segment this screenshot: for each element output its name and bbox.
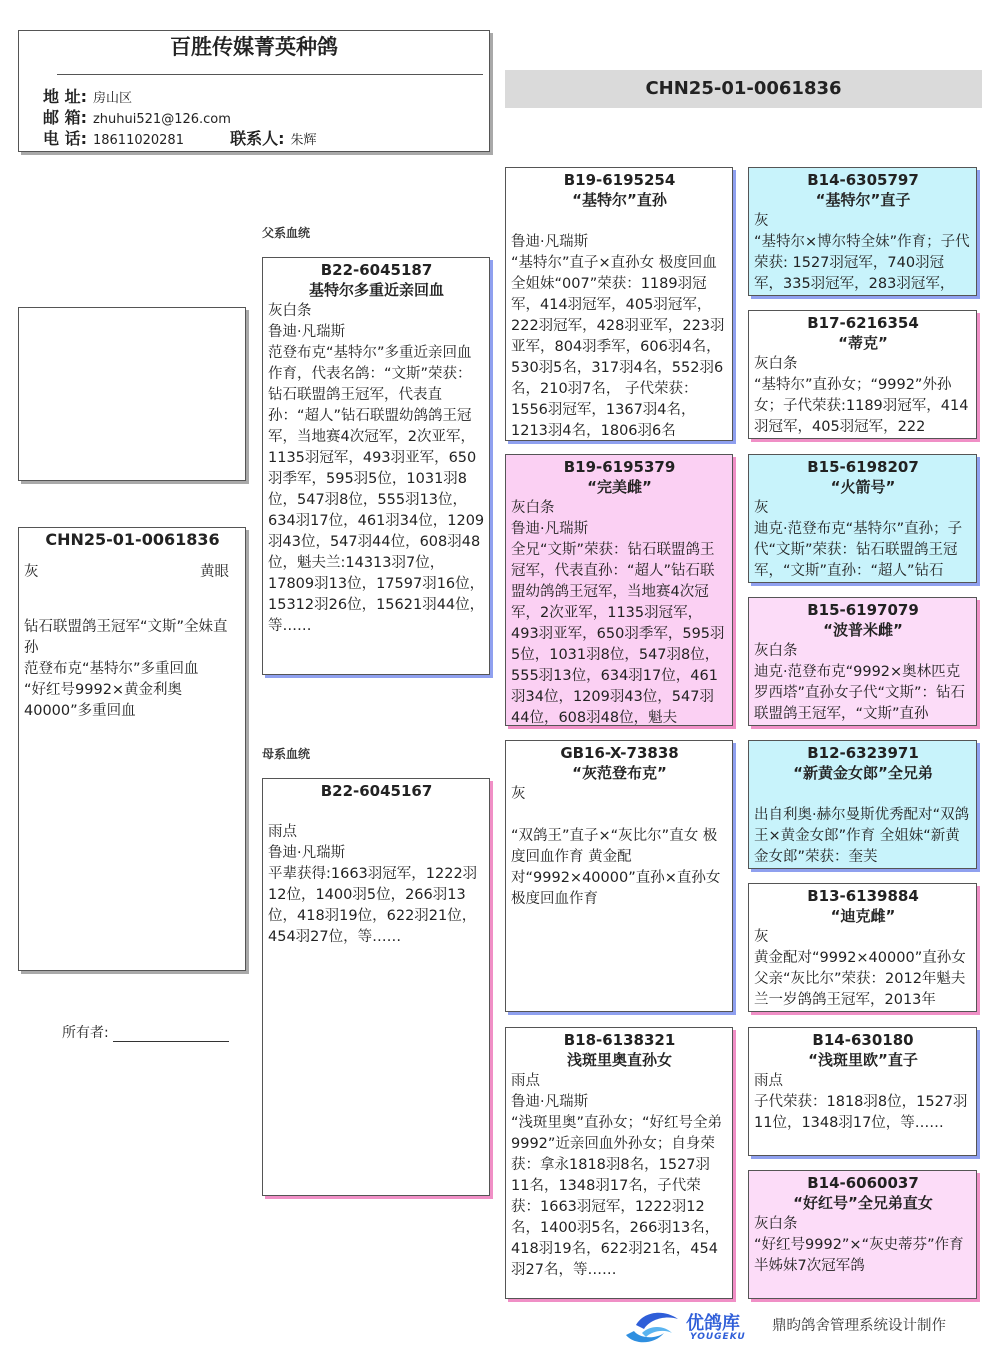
subject-traits — [24, 562, 241, 583]
gp-dd-notes: “浅斑里奥”直孙女；“好红号全弟9992”近亲回血外孙女；自身荣获：拿永1818羽8名，1527羽11名，1348羽17名，子代荣获：1663羽冠军，1222羽12名，1400羽5名，266羽13名，418羽19名，622羽21名，454羽27名，等…… — [511, 1115, 723, 1278]
sire-card — [262, 257, 490, 675]
ggp-card-3 — [748, 454, 977, 583]
gp-dd-name: 浅斑里奥直孙女 — [566, 1051, 672, 1069]
ggp-card-5 — [748, 740, 977, 869]
ggp-1-notes: “基特尔×博尔特全妹”作育；子代荣获: 1527羽冠军，740羽冠军，335羽冠军，283羽冠军， — [754, 234, 970, 292]
footer-credit: 鼎昀鸽舍管理系统设计制作 — [772, 1318, 946, 1334]
granddam-maternal-card — [505, 1027, 733, 1299]
ggp-4-ring: B15-6197079 — [807, 601, 919, 619]
sire-breeder: 鲁迪·凡瑞斯 — [268, 324, 346, 340]
ggp-7-ring: B14-630180 — [812, 1031, 914, 1049]
gp-ds-ring: GB16-X-73838 — [560, 744, 679, 762]
logo-english-text: YOUGEKU — [690, 1332, 746, 1342]
gp-ds-breeder — [511, 805, 728, 826]
ggp-7-color: 雨点 — [754, 1073, 783, 1089]
grandsire-maternal-card — [505, 740, 733, 1012]
subject-eye: 黄眼 — [200, 564, 229, 580]
ggp-1-ring: B14-6305797 — [807, 171, 919, 189]
address-value: 房山区 — [92, 91, 132, 106]
phone-label: 电 话: — [43, 129, 87, 148]
ggp-2-ring: B17-6216354 — [807, 314, 919, 332]
gp-ds-color: 灰 — [511, 786, 526, 802]
ggp-card-7 — [748, 1027, 977, 1156]
gp-dd-color: 雨点 — [511, 1073, 540, 1089]
header-divider — [57, 74, 483, 75]
phone-value: 18611020281 — [92, 133, 184, 148]
sire-color: 灰白条 — [268, 303, 312, 319]
photo-frame — [18, 307, 246, 481]
gp-sd-color: 灰白条 — [511, 500, 555, 516]
ggp-3-color: 灰 — [754, 500, 769, 516]
gp-sd-name: “完美雌” — [587, 478, 652, 496]
contact-value: 朱辉 — [290, 133, 317, 148]
email-row — [43, 107, 231, 130]
subject-card — [18, 527, 246, 971]
logo-chinese-text: 优鸽库 — [686, 1313, 740, 1334]
ggp-6-ring: B13-6139884 — [807, 887, 919, 905]
dam-line-label: 母系血统 — [262, 747, 311, 761]
gp-sd-breeder: 鲁迪·凡瑞斯 — [511, 521, 589, 537]
ggp-8-name: “好红号”全兄弟直女 — [793, 1194, 933, 1212]
ggp-6-notes: 黄金配对“9992×40000”直孙女 父亲“灰比尔”荣获：2012年魁夫兰一岁鸽鸽王冠军，2013年 — [754, 950, 966, 1008]
ggp-1-name: “基特尔”直子 — [815, 191, 911, 209]
gp-ds-name: “灰范登布克” — [572, 764, 667, 782]
subject-line-1: 钻石联盟鸽王冠军“文斯”全妹直孙 — [24, 619, 228, 656]
dam-card — [262, 778, 490, 1196]
gp-sd-ring: B19-6195379 — [563, 458, 676, 476]
gp-ss-breeder: 鲁迪·凡瑞斯 — [511, 234, 589, 250]
dam-breeder: 鲁迪·凡瑞斯 — [268, 845, 346, 861]
phone-row — [43, 128, 317, 151]
ggp-5-notes: 出自利奥·赫尔曼斯优秀配对“双鸽王×黄金女郎”作育 全姐妹“新黄金女郎”荣获：奎芙 — [754, 807, 970, 865]
sire-name: 基特尔多重近亲回血 — [308, 281, 444, 299]
owner-info-card — [18, 30, 490, 152]
ggp-8-notes: “好红号9992”×“灰史蒂芬”作育 半姊妹7次冠军鸽 — [754, 1237, 964, 1274]
gp-dd-ring: B18-6138321 — [563, 1031, 676, 1049]
ggp-4-color: 灰白条 — [754, 643, 798, 659]
subject-line-3: “好红号9992×黄金利奥40000”多重回血 — [24, 682, 183, 719]
granddam-paternal-card — [505, 454, 733, 726]
ggp-3-name: “火箭号” — [830, 478, 896, 496]
ggp-3-notes: 迪克·范登布克“基特尔”直孙；子代“文斯”荣获：钻石联盟鸽王冠军，“文斯”直孙：“超人”钻石 — [754, 521, 963, 579]
ggp-5-name: “新黄金女郎”全兄弟 — [793, 764, 933, 782]
ggp-5-ring: B12-6323971 — [807, 744, 919, 762]
dam-name — [268, 801, 485, 822]
subject-ring: CHN25-01-0061836 — [45, 530, 220, 549]
ggp-1-color: 灰 — [754, 213, 769, 229]
ggp-8-color: 灰白条 — [754, 1216, 798, 1232]
address-row — [43, 86, 132, 109]
sire-line-label: 父系血统 — [262, 226, 311, 240]
gp-ds-notes: “双鸽王”直子×“灰比尔”直女 极度回血作育 黄金配对“9992×40000”直孙×直孙女 极度回血作育 — [511, 828, 721, 907]
ggp-card-1 — [748, 167, 977, 296]
dam-notes: 平辈获得:1663羽冠军，1222羽12位，1400羽5位，266羽13位，418羽19位，622羽21位，454羽27位，等…… — [268, 866, 478, 945]
owner-blank-line — [113, 1027, 229, 1042]
ggp-card-6 — [748, 883, 977, 1012]
contact-label: 联系人: — [230, 129, 285, 148]
ggp-6-name: “迪克雌” — [830, 907, 896, 925]
gp-sd-notes: 全兄“文斯”荣获：钻石联盟鸽王冠军，代表直孙：“超人”钻石联盟幼鸽鸽王冠军，当地赛4次冠军，2次亚军，1135羽冠军，493羽亚军，650羽季军，595羽5位，1031羽8位，547羽8位，555羽13位，634羽17位，461羽34位，1209羽43位，547羽44位，608羽48位，魁夫 — [511, 542, 725, 726]
email-value: zhuhui521@126.com — [92, 112, 231, 127]
pigeon-ring-banner: CHN25-01-0061836 — [505, 70, 982, 108]
sire-ring: B22-6045187 — [320, 261, 433, 279]
ggp-7-notes: 子代荣获：1818羽8位，1527羽11位，1348羽17位，等…… — [754, 1094, 968, 1131]
dam-color: 雨点 — [268, 824, 297, 840]
owner-signature — [62, 1022, 229, 1042]
ggp-card-2 — [748, 310, 977, 439]
sire-notes: 范登布克“基特尔”多重近亲回血作育，代表名鸽：“文斯”荣获：钻石联盟鸽王冠军，代表直孙：“超人”钻石联盟幼鸽鸽王冠军，当地赛4次冠军，2次亚军，1135羽冠军，493羽亚军，650羽季军，595羽5位，1031羽8位，547羽8位，555羽13位，634羽17位，461羽34位，1209羽43位，547羽44位，608羽48位，魁夫兰:14313羽7位，17809羽13位，17597羽16位，15312羽26位，15621羽44位，等…… — [268, 345, 485, 634]
gp-ss-ring: B19-6195254 — [563, 171, 676, 189]
address-label: 地 址: — [43, 87, 87, 106]
dam-ring: B22-6045167 — [320, 782, 433, 800]
gp-dd-breeder: 鲁迪·凡瑞斯 — [511, 1094, 589, 1110]
subject-color: 灰 — [24, 564, 39, 580]
ggp-3-ring: B15-6198207 — [807, 458, 919, 476]
gp-ss-color — [511, 211, 728, 232]
ggp-6-color: 灰 — [754, 929, 769, 945]
gp-ss-name: “基特尔”直孙 — [572, 191, 667, 209]
ggp-5-color — [754, 784, 972, 805]
ggp-8-ring: B14-6060037 — [807, 1174, 919, 1192]
owner-label: 所有者: — [62, 1025, 109, 1041]
ggp-2-name: “蒂克” — [838, 334, 888, 352]
ggp-card-4 — [748, 597, 977, 726]
ggp-4-name: “波普米雌” — [823, 621, 903, 639]
ggp-7-name: “浅斑里欧”直子 — [808, 1051, 918, 1069]
ggp-2-color: 灰白条 — [754, 356, 798, 372]
email-label: 邮 箱: — [43, 108, 87, 127]
gp-ss-notes: “基特尔”直子×直孙女 极度回血全姐妹“007”荣获：1189羽冠军，414羽冠军，405羽冠军，222羽冠军，428羽亚军，223羽亚军，804羽季军，606羽4名，530羽5名，317羽4名，552羽6名，210羽7名， 子代荣获：1556羽冠军，1367羽4名，1213羽4名，1806羽6名 — [511, 255, 725, 439]
ggp-4-notes: 迪克·范登布克“9992×奥林匹克罗西塔”直孙女子代“文斯”：钻石联盟鸽王冠军，“文斯”直孙 — [754, 664, 966, 722]
ggp-2-notes: “基特尔”直孙女；“9992”外孙女；子代荣获:1189羽冠军，414羽冠军，405羽冠军，222 — [754, 377, 969, 435]
ggp-card-8 — [748, 1170, 977, 1299]
farm-name: 百胜传媒菁英种鸽 — [170, 35, 338, 59]
subject-line-2: 范登布克“基特尔”多重回血 — [24, 661, 199, 677]
grandsire-paternal-card — [505, 167, 733, 441]
